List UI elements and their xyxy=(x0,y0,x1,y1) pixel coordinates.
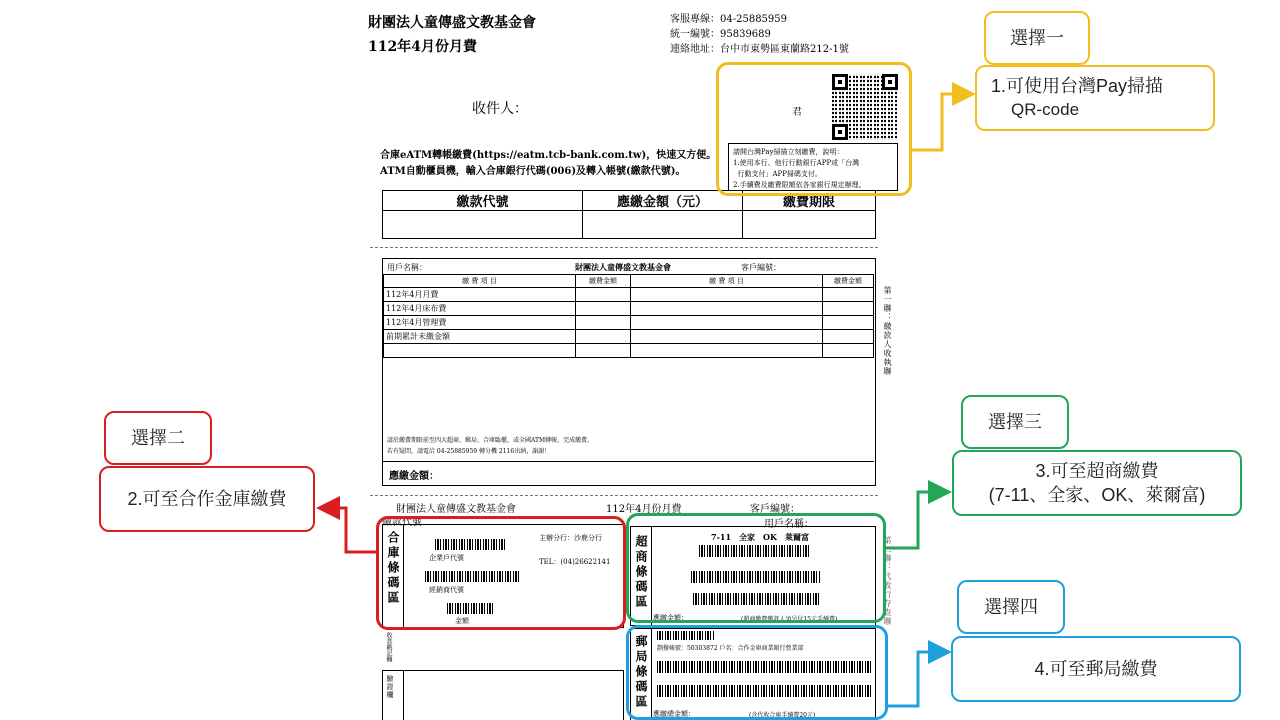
qr-note-title: 請開台灣Pay掃描立刻繳費，說明： xyxy=(733,148,844,156)
post-account: 劃撥帳號：50303872 戶名：合作金庫商業銀行營業部 xyxy=(657,645,804,652)
store-amount-label: 應繳金額： xyxy=(653,614,688,622)
fee-item-arrears: 前期累計未繳金額 xyxy=(384,330,576,344)
stamp-label: 收款戳記欄 xyxy=(385,632,392,662)
fee-col-item-2: 繳 費 項 目 xyxy=(631,275,823,288)
service-line: 客服專線：04-25885959 xyxy=(670,14,788,25)
contact-address: 連絡地址：台中市東勢區東蘭路212-1號 xyxy=(670,44,849,55)
receipt-account-name: 財團法人童傳盛文教基金會 xyxy=(575,262,671,272)
option3-line1: 3.可至超商繳費 xyxy=(1035,460,1159,481)
arrow-option2 xyxy=(322,508,376,552)
arrow-option3 xyxy=(886,492,946,548)
option4-callout: 4.可至郵局繳費 xyxy=(951,636,1241,702)
option3-line2: (7-11、全家、OK、萊爾富) xyxy=(988,485,1206,505)
amount-due-header: 應繳金額（元） xyxy=(583,191,743,211)
receipt-total-label: 應繳金額： xyxy=(389,471,439,482)
option3-callout xyxy=(952,450,1242,516)
fee-col-item: 繳 費 項 目 xyxy=(384,275,576,288)
tax-id: 統一編號：95839689 xyxy=(670,29,771,40)
qr-note-line1: 1.使用本行、他行行動銀行APP或「台灣 xyxy=(733,159,860,167)
store-brands: 7-11 全家 OK 萊爾富 xyxy=(711,532,809,542)
post-barcode-label: 郵局條碼區 xyxy=(634,635,648,710)
bank-tel: TEL：(04)26622141 xyxy=(539,558,611,566)
bank-barcode-label: 合庫條碼區 xyxy=(386,531,400,606)
stub-customer-id-label: 客戶編號： xyxy=(750,504,800,515)
fee-item-management: 112年4月管理費 xyxy=(384,316,576,330)
bill-title: 112年4月份月費 xyxy=(368,39,477,55)
fee-col-amount: 繳費金額 xyxy=(576,275,631,288)
post-amount-label: 應繳總金額： xyxy=(653,710,695,718)
receipt-customer-id-label: 客戶編號： xyxy=(741,263,781,272)
stub-account-name-label: 用戶名稱： xyxy=(764,519,814,530)
fee-item-monthly: 112年4月月費 xyxy=(384,288,576,302)
option1-callout xyxy=(975,65,1215,131)
receipt-notice-2: 若有疑問，請電洽 04-25885959 轉分機 2116出納，謝謝！ xyxy=(387,448,551,455)
arrow-option1 xyxy=(912,94,970,150)
fee-item-bedding: 112年4月床布費 xyxy=(384,302,576,316)
option2-callout: 2.可至合作金庫繳費 xyxy=(99,466,315,532)
recipient-suffix: 君 xyxy=(792,107,802,118)
stub-side-label: 第二聯：代收行存查聯 xyxy=(883,536,892,626)
option2-title: 選擇二 xyxy=(104,411,212,465)
option1-title: 選擇一 xyxy=(984,11,1090,65)
stub-org-name: 財團法人童傳盛文教基金會 xyxy=(396,504,516,515)
store-barcode-label: 超商條碼區 xyxy=(634,535,648,610)
option3-title: 選擇三 xyxy=(961,395,1069,449)
qr-note-line3: 2.手續費及繳費限額依各家銀行規定辦理。 xyxy=(733,181,866,189)
arrow-option4 xyxy=(888,652,946,706)
receipt-side-label: 第一聯：繳款人收執聯 xyxy=(883,286,892,376)
fee-col-amount-2: 繳費金額 xyxy=(823,275,874,288)
instruction-atm: ATM自動櫃員機，輸入合庫銀行代碼(006)及轉入帳號(繳款代號)。 xyxy=(380,166,686,177)
store-fee-note: (超商繳費繳款人須另付15元手續費) xyxy=(741,616,838,623)
instruction-eatm: 合庫eATM轉帳繳費(https://eatm.tcb-bank.com.tw)，快速又方便。 xyxy=(380,150,717,161)
stub-bill-title: 112年4月份月費 xyxy=(606,504,682,515)
enterprise-code-label: 企業戶代號 xyxy=(429,554,464,562)
org-name: 財團法人童傳盛文教基金會 xyxy=(368,15,536,31)
receipt-account-label: 用戶名稱： xyxy=(387,263,427,272)
post-fee-note: (含代收合庫手續費20元) xyxy=(749,712,816,719)
receipt-notice-1: 請於繳費期限前至四大超商、郵局、合庫臨櫃，或全國ATM轉帳，完成繳費。 xyxy=(387,437,594,444)
option4-title: 選擇四 xyxy=(957,580,1065,634)
pay-code-header: 繳款代號 xyxy=(383,191,583,211)
bank-branch: 主辦分行：沙鹿分行 xyxy=(539,534,602,542)
qr-note-line2: 行動支付」APP掃碼支付。 xyxy=(733,170,822,178)
bank-amount-label: 金額 xyxy=(455,617,469,625)
verify-label: 驗證欄 xyxy=(386,675,394,699)
recipient-label: 收件人： xyxy=(472,101,528,117)
option1-line1: 1.可使用台灣Pay掃描 xyxy=(991,76,1164,97)
due-date-header: 繳費期限 xyxy=(743,191,876,211)
option1-line2: QR-code xyxy=(1011,99,1080,119)
stub-payer-label: 繳款代號 xyxy=(382,517,422,528)
vendor-code-label: 經銷商代號 xyxy=(429,586,464,594)
